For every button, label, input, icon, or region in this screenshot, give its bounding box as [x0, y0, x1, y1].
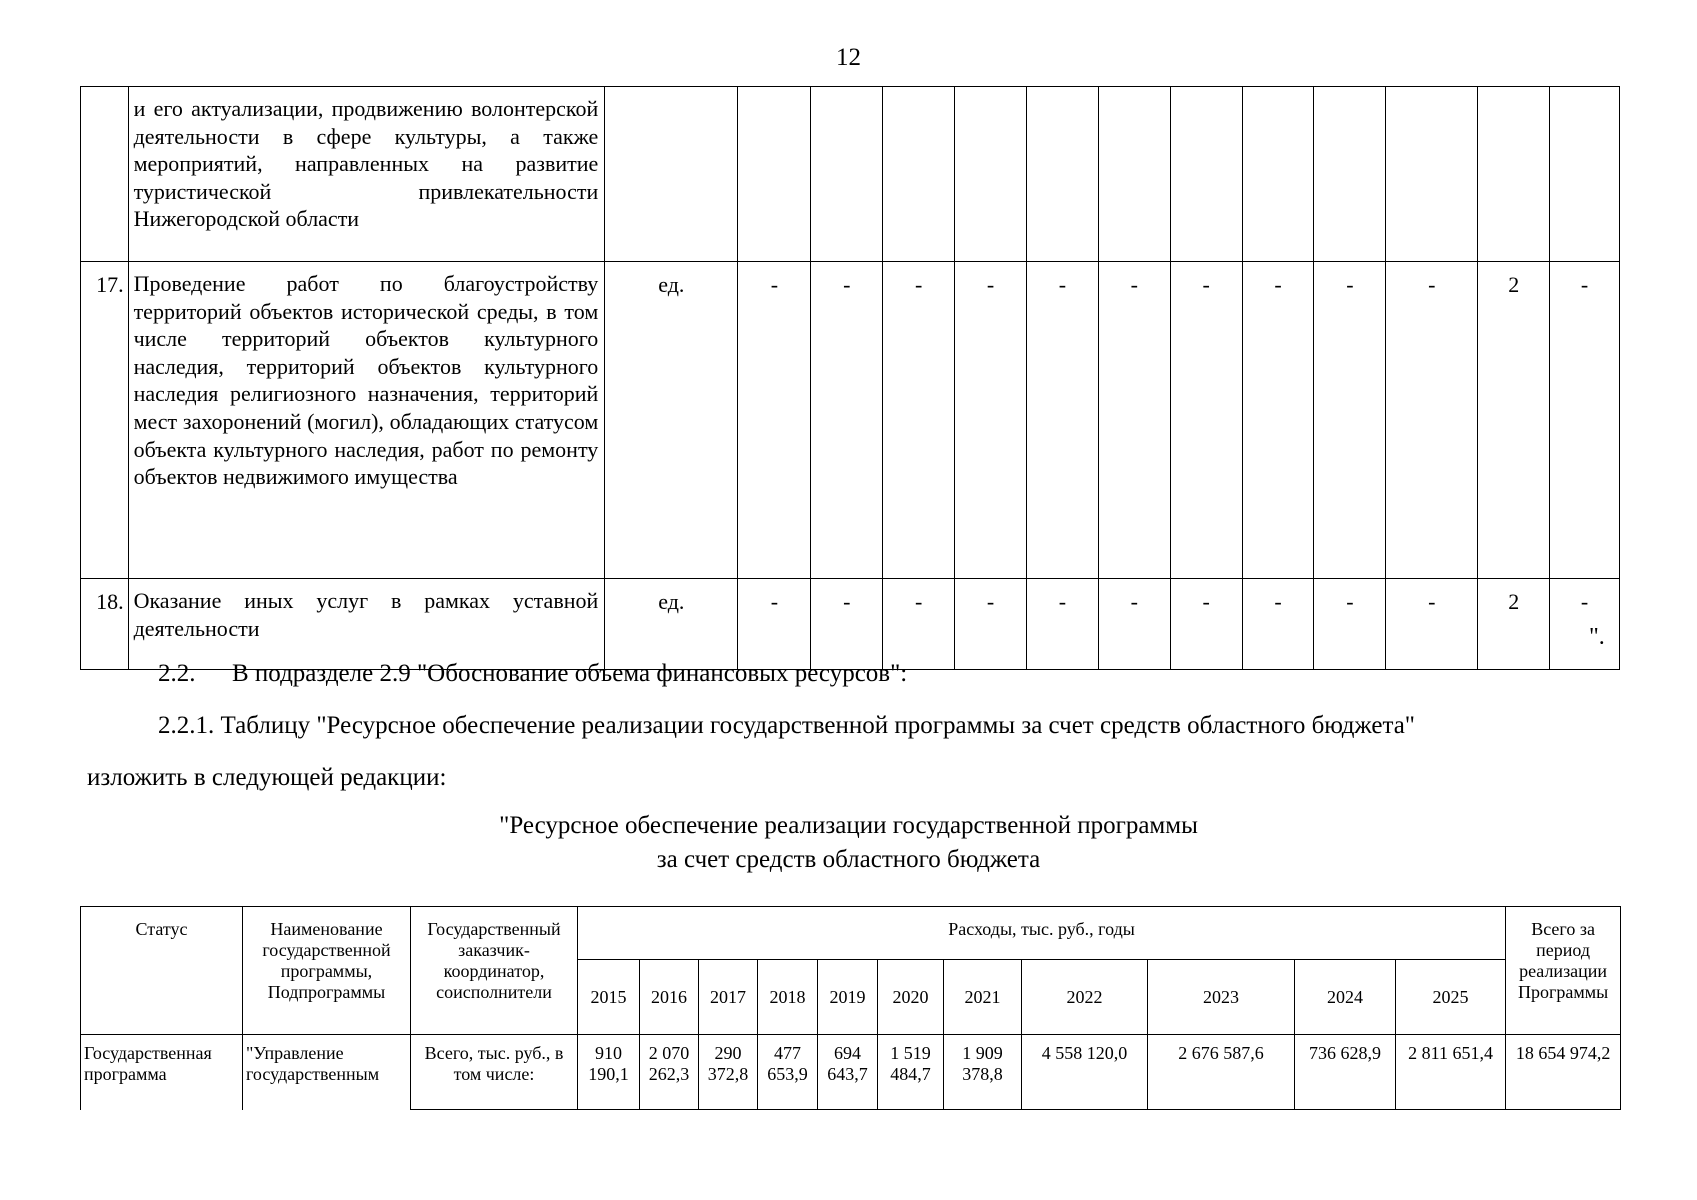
- paragraph-label: 2.2.: [158, 660, 196, 687]
- year-header: 2020: [878, 960, 944, 1035]
- table-cell: -: [1026, 579, 1098, 670]
- table-cell: -: [1386, 579, 1478, 670]
- table-cell: 1 519 484,7: [878, 1035, 944, 1110]
- year-header: 2017: [699, 960, 758, 1035]
- table-cell: [883, 87, 955, 262]
- row-total: 18 654 974,2: [1506, 1035, 1621, 1110]
- paragraph-2-2-1-line2: изложить в следующей редакции:: [87, 764, 447, 791]
- table-cell: -: [1242, 579, 1314, 670]
- year-header: 2021: [944, 960, 1022, 1035]
- table-cell: -: [1098, 579, 1170, 670]
- table-cell: -: [1026, 262, 1098, 579]
- table-cell: 2 811 651,4: [1396, 1035, 1506, 1110]
- table-cell: -: [811, 579, 883, 670]
- header-expenses: Расходы, тыс. руб., годы: [578, 907, 1506, 960]
- paragraph-2-2: [158, 660, 907, 688]
- year-header: 2024: [1295, 960, 1396, 1035]
- table-cell: -: [811, 262, 883, 579]
- table-cell: [1386, 87, 1478, 262]
- header-row: [81, 907, 1621, 960]
- table-cell: 694 643,7: [818, 1035, 878, 1110]
- row-description: Проведение работ по благоустройству территорий объектов исторической среды, в том числе территорий объектов культурного наследия, территорий объектов культурного наследия религиозного назначения, территорий мест захоронений (могил), обладающих статусом объекта культурного наследия, работ по ремонту объектов недвижимого имущества: [128, 262, 605, 579]
- row-number: 17.: [81, 262, 129, 579]
- row-number: 18.: [81, 579, 129, 670]
- row-description: Оказание иных услуг в рамках уставной деятельности: [128, 579, 605, 670]
- table-cell: -: [1386, 262, 1478, 579]
- table-cell: -: [738, 262, 811, 579]
- table-cell: [1026, 87, 1098, 262]
- closing-quote: ".: [1589, 624, 1605, 650]
- indicators-table: [80, 86, 1620, 670]
- year-header: 2022: [1022, 960, 1148, 1035]
- table-cell: 477 653,9: [758, 1035, 818, 1110]
- table-row: [81, 87, 1620, 262]
- table-cell: -: [883, 579, 955, 670]
- table-row: [81, 1035, 1621, 1110]
- table-cell: [1550, 87, 1620, 262]
- table-cell: 4 558 120,0: [1022, 1035, 1148, 1110]
- row-program-name: "Управление государственным: [243, 1035, 411, 1110]
- table-cell: -: [1098, 262, 1170, 579]
- table-cell: -: [1550, 579, 1620, 670]
- row-description: и его актуализации, продвижению волонтерской деятельности в сфере культуры, а также мероприятий, направленных на развитие туристической привлекательности Нижегородской области: [128, 87, 605, 262]
- table-cell: [955, 87, 1027, 262]
- year-header: 2018: [758, 960, 818, 1035]
- table-cell: 736 628,9: [1295, 1035, 1396, 1110]
- year-header: 2019: [818, 960, 878, 1035]
- year-header: 2023: [1148, 960, 1295, 1035]
- table-cell: [1098, 87, 1170, 262]
- year-header: 2015: [578, 960, 640, 1035]
- table-cell: [811, 87, 883, 262]
- table-cell: -: [1314, 579, 1386, 670]
- year-header: 2025: [1396, 960, 1506, 1035]
- table-cell: [1314, 87, 1386, 262]
- year-header: 2016: [640, 960, 699, 1035]
- row-unit: ед.: [605, 262, 738, 579]
- table-cell: -: [1314, 262, 1386, 579]
- table-cell: -: [738, 579, 811, 670]
- row-unit: [605, 87, 738, 262]
- table-title-line1: "Ресурсное обеспечение реализации государственной программы: [499, 812, 1198, 839]
- paragraph-2-2-1-line1: 2.2.1. Таблицу "Ресурсное обеспечение реализации государственной программы за счет средств областного бюджета": [158, 712, 1416, 739]
- paragraph-text: В подразделе 2.9 "Обоснование объема финансовых ресурсов":: [232, 660, 908, 687]
- table-cell: 910 190,1: [578, 1035, 640, 1110]
- table-cell: -: [955, 262, 1027, 579]
- table-cell: [1478, 87, 1550, 262]
- header-customer: Государственный заказчик-координатор, соисполнители: [411, 907, 578, 1035]
- table-cell: -: [1170, 579, 1242, 670]
- table-cell: 2 676 587,6: [1148, 1035, 1295, 1110]
- table-row: [81, 579, 1620, 670]
- header-name: Наименование государственной программы, Подпрограммы: [243, 907, 411, 1035]
- row-number: [81, 87, 129, 262]
- table-cell: 2 070 262,3: [640, 1035, 699, 1110]
- header-total: Всего за период реализации Программы: [1506, 907, 1621, 1035]
- table-cell: [738, 87, 811, 262]
- table-cell: 2: [1478, 262, 1550, 579]
- table-cell: -: [883, 262, 955, 579]
- table-cell: -: [1550, 262, 1620, 579]
- resources-table: [80, 906, 1621, 1110]
- row-status: Государственная программа: [81, 1035, 243, 1110]
- table-cell: 290 372,8: [699, 1035, 758, 1110]
- table-cell: -: [1170, 262, 1242, 579]
- table-cell: [1242, 87, 1314, 262]
- table-row: [81, 262, 1620, 579]
- table-cell: 2: [1478, 579, 1550, 670]
- table-title-line2: за счет средств областного бюджета: [656, 846, 1041, 873]
- row-customer: Всего, тыс. руб., в том числе:: [411, 1035, 578, 1110]
- table-cell: -: [1242, 262, 1314, 579]
- header-status: Статус: [81, 907, 243, 1035]
- page-number: 12: [836, 44, 861, 71]
- table-cell: [1170, 87, 1242, 262]
- row-unit: ед.: [605, 579, 738, 670]
- table-cell: 1 909 378,8: [944, 1035, 1022, 1110]
- table-cell: -: [955, 579, 1027, 670]
